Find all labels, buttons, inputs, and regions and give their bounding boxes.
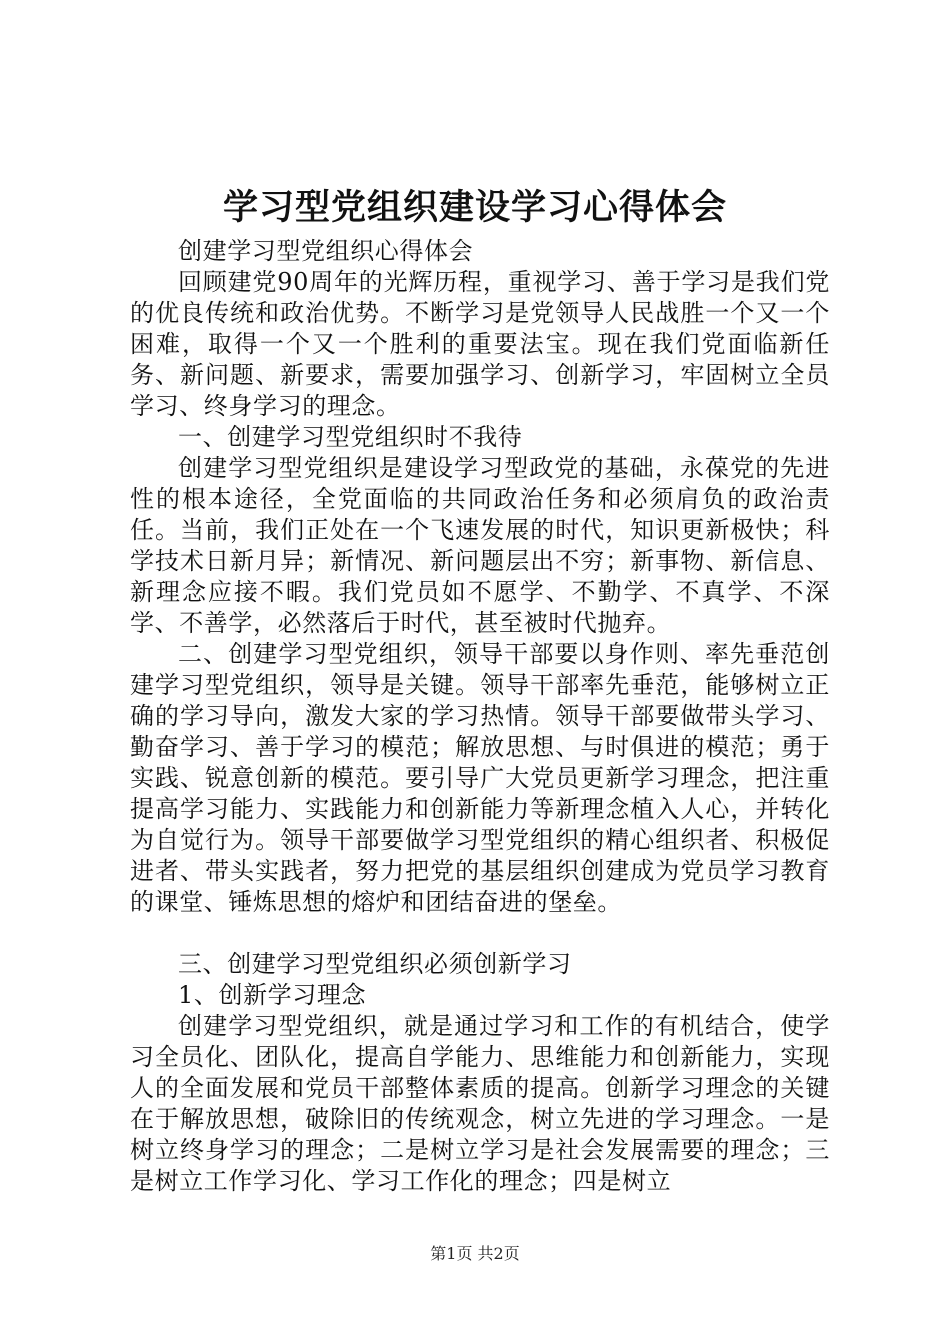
section-heading-1: 一、创建学习型党组织时不我待 (178, 423, 523, 451)
section-2-paragraph: 二、创建学习型党组织，领导干部要以身作则、率先垂范创建学习型党组织，领导是关键。领导干部率先垂范，能够树立正确的学习导向，激发大家的学习热情。领导干部要做带头学习、勤奋学习、善于学习的模范；解放思想、与时俱进的模范；勇于实践、锐意创新的模范。要引导广大党员更新学习理念，把注重提高学习能力、实践能力和创新能力等新理念植入人心，并转化为自觉行为。领导干部要做学习型党组织的精心组织者、积极促进者、带头实践者，努力把党的基层组织创建成为党员学习教育的课堂、锤炼思想的熔炉和团结奋进的堡垒。 (130, 640, 830, 916)
subtitle-paragraph: 创建学习型党组织心得体会 (178, 237, 474, 265)
section-1-paragraph: 创建学习型党组织是建设学习型政党的基础，永葆党的先进性的根本途径，全党面临的共同政治任务和必须肩负的政治责任。当前，我们正处在一个飞速发展的时代，知识更新极快；科学技术日新月异；新情况、新问题层出不穷；新事物、新信息、新理念应接不暇。我们党员如不愿学、不勤学、不真学、不深学、不善学，必然落后于时代，甚至被时代抛弃。 (130, 454, 830, 637)
document-body (130, 236, 830, 1197)
subsection-heading-1: 1、创新学习理念 (178, 981, 367, 1009)
page-footer: 第1页 共2页 (430, 1244, 520, 1263)
intro-paragraph: 回顾建党90周年的光辉历程，重视学习、善于学习是我们党的优良传统和政治优势。不断学习是党领导人民战胜一个又一个困难，取得一个又一个胜利的重要法宝。现在我们党面临新任务、新问题、新要求，需要加强学习、创新学习，牢固树立全员学习、终身学习的理念。 (130, 268, 830, 420)
section-heading-3: 三、创建学习型党组织必须创新学习 (178, 950, 572, 978)
subsection-1-paragraph: 创建学习型党组织，就是通过学习和工作的有机结合，使学习全员化、团队化，提高自学能力、思维能力和创新能力，实现人的全面发展和党员干部整体素质的提高。创新学习理念的关键在于解放思想，破除旧的传统观念，树立先进的学习理念。一是树立终身学习的理念；二是树立学习是社会发展需要的理念；三是树立工作学习化、学习工作化的理念；四是树立 (130, 1012, 830, 1195)
paragraph-spacer (130, 918, 830, 949)
document-title: 学习型党组织建设学习心得体会 (222, 187, 727, 228)
